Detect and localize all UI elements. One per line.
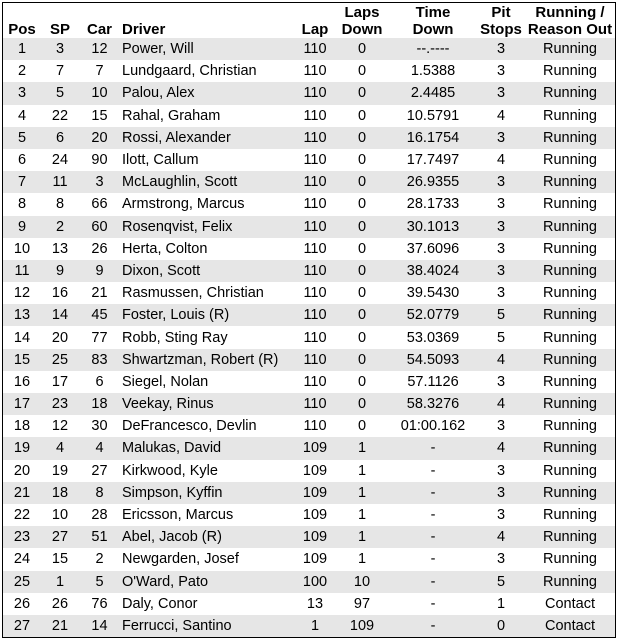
cell-status: Running [525,38,615,60]
cell-pit-stops: 3 [496,551,506,568]
cell-status: Running [542,507,597,524]
cell-time-down: - [430,551,436,568]
table-row [3,216,615,238]
cell-sp: 20 [51,329,69,346]
cell-driver: Power, Will [120,38,295,60]
cell-status: Running [542,462,597,479]
cell-status: Running [525,349,615,371]
cell-driver: Foster, Louis (R) [120,304,295,326]
cell-time-down: --.---- [389,38,477,60]
cell-lap: 100 [295,571,335,593]
cell-time-down: 37.6096 [406,240,460,257]
cell-driver: Palou, Alex [120,82,295,104]
cell-lap: 110 [303,285,327,302]
cell-status: Running [525,216,615,238]
cell-status: Running [542,551,597,568]
cell-time-down: 52.0779 [389,304,477,326]
table-row [3,349,615,371]
cell-laps-down: 1 [335,437,389,459]
cell-pos: 23 [3,526,41,548]
cell-laps-down: 0 [357,152,367,169]
cell-sp: 10 [51,507,69,524]
cell-sp: 5 [41,82,79,104]
cell-driver: Siegel, Nolan [122,373,209,390]
table-row [3,60,615,82]
table-row [3,504,615,526]
cell-laps-down: 0 [335,349,389,371]
cell-status: Running [525,571,615,593]
cell-driver: Ericsson, Marcus [122,507,234,524]
table-row [3,238,615,260]
cell-time-down: 28.1733 [406,196,460,213]
cell-laps-down: 0 [357,63,367,80]
cell-status: Running [525,304,615,326]
cell-pit-stops: 3 [496,507,506,524]
cell-car: 12 [79,38,120,60]
cell-driver: Rasmussen, Christian [122,285,264,302]
cell-pos: 22 [13,507,31,524]
cell-time-down: 57.1126 [407,373,459,390]
cell-car: 9 [79,260,120,282]
table-row [3,171,615,193]
cell-lap: 110 [295,216,335,238]
cell-lap: 109 [295,526,335,548]
cell-laps-down: 0 [357,373,367,390]
cell-pos: 3 [3,82,41,104]
cell-driver: Malukas, David [120,437,295,459]
cell-status: Running [542,285,597,302]
header-driver: Driver [122,21,166,38]
cell-pit-stops: 3 [496,240,506,257]
cell-sp: 23 [41,393,79,415]
header-pit-stops: Pit Stops [480,4,522,38]
cell-time-down: - [389,526,477,548]
cell-laps-down: 0 [335,127,389,149]
table-row [3,548,615,570]
cell-time-down: - [430,462,436,479]
cell-pit-stops: 4 [477,393,525,415]
cell-laps-down: 0 [335,260,389,282]
cell-sp: 3 [41,38,79,60]
cell-pit-stops: 4 [477,349,525,371]
cell-laps-down: 0 [335,171,389,193]
cell-lap: 110 [295,349,335,371]
table-row [3,304,615,326]
cell-pit-stops: 3 [477,171,525,193]
cell-sp: 9 [41,260,79,282]
cell-car: 4 [79,437,120,459]
cell-pos: 21 [3,482,41,504]
cell-lap: 13 [306,595,324,612]
cell-car: 51 [79,526,120,548]
cell-time-down: 10.5791 [406,107,460,124]
cell-car: 66 [91,196,108,213]
cell-pos: 1 [3,38,41,60]
cell-status: Running [525,127,615,149]
cell-laps-down: 0 [357,196,367,213]
cell-driver: Kirkwood, Kyle [122,462,218,479]
cell-time-down: 1.5388 [410,63,456,80]
table-row [3,393,615,415]
cell-pit-stops: 4 [496,152,506,169]
table-row [3,105,615,127]
cell-lap: 109 [302,507,328,524]
cell-car: 90 [91,152,108,169]
cell-driver: Ferrucci, Santino [120,615,295,637]
cell-driver: Abel, Jacob (R) [120,526,295,548]
cell-time-down: 39.5430 [406,285,460,302]
cell-status: Running [525,260,615,282]
cell-sp: 13 [51,240,69,257]
cell-driver: Herta, Colton [122,240,208,257]
table-row [3,482,615,504]
cell-driver: Ilott, Callum [122,152,199,169]
cell-car: 14 [79,615,120,637]
cell-pit-stops: 3 [496,418,506,435]
cell-status: Running [542,196,597,213]
cell-sp: 4 [41,437,79,459]
cell-sp: 16 [51,285,69,302]
cell-pit-stops: 5 [496,329,506,346]
cell-sp: 7 [55,63,65,80]
cell-pos: 6 [17,152,27,169]
cell-time-down: 53.0369 [406,329,460,346]
cell-pos: 10 [13,240,31,257]
cell-pit-stops: 3 [477,216,525,238]
cell-lap: 110 [303,373,327,390]
cell-laps-down: 0 [357,285,367,302]
cell-driver: Robb, Sting Ray [122,329,228,346]
cell-driver: McLaughlin, Scott [120,171,295,193]
cell-pos: 19 [3,437,41,459]
cell-time-down: 54.5093 [389,349,477,371]
cell-pit-stops: 4 [477,526,525,548]
cell-laps-down: 1 [335,526,389,548]
cell-car: 7 [95,63,104,80]
cell-pos: 17 [3,393,41,415]
cell-pit-stops: 3 [477,482,525,504]
cell-driver: Shwartzman, Robert (R) [120,349,295,371]
cell-pit-stops: 3 [496,285,506,302]
cell-car: 3 [79,171,120,193]
cell-status: Running [542,418,597,435]
header-lap: Lap [301,21,329,38]
cell-pit-stops: 3 [496,196,506,213]
cell-status: Contact [525,615,615,637]
cell-lap: 110 [303,152,327,169]
cell-car: 8 [79,482,120,504]
cell-pit-stops: 3 [496,63,506,80]
cell-sp: 22 [51,107,69,124]
cell-sp: 2 [41,216,79,238]
cell-sp: 19 [51,462,69,479]
cell-pit-stops: 5 [477,571,525,593]
cell-pit-stops: 3 [477,82,525,104]
table-row [3,437,615,459]
cell-pos: 8 [17,196,27,213]
cell-laps-down: 0 [335,304,389,326]
cell-pit-stops: 1 [496,595,506,612]
cell-time-down: 58.3276 [389,393,477,415]
cell-laps-down: 1 [357,507,367,524]
cell-pit-stops: 5 [477,304,525,326]
cell-car: 45 [79,304,120,326]
cell-lap: 110 [295,260,335,282]
cell-lap: 110 [295,393,335,415]
cell-car: 77 [91,329,108,346]
table-row [3,149,615,171]
cell-lap: 109 [295,437,335,459]
cell-pos: 24 [13,551,31,568]
cell-status: Running [525,526,615,548]
cell-lap: 110 [303,107,327,124]
cell-pos: 15 [3,349,41,371]
cell-sp: 1 [41,571,79,593]
cell-time-down: - [389,437,477,459]
cell-car: 20 [79,127,120,149]
cell-pos: 13 [3,304,41,326]
cell-pos: 2 [17,63,27,80]
cell-lap: 110 [303,240,327,257]
cell-car: 15 [91,107,108,124]
cell-car: 26 [91,240,108,257]
cell-laps-down: 0 [357,418,367,435]
cell-time-down: 30.1013 [389,216,477,238]
cell-sp: 6 [41,127,79,149]
cell-sp: 25 [41,349,79,371]
cell-sp: 11 [41,171,79,193]
cell-laps-down: 97 [353,595,371,612]
cell-status: Running [542,63,597,80]
cell-laps-down: 0 [335,38,389,60]
cell-pit-stops: 4 [477,437,525,459]
race-results-table [3,3,615,637]
cell-laps-down: 0 [335,393,389,415]
cell-sp: 21 [41,615,79,637]
cell-pit-stops: 0 [477,615,525,637]
cell-time-down: - [430,507,436,524]
cell-status: Running [525,437,615,459]
cell-pit-stops: 4 [496,107,506,124]
cell-driver: Armstrong, Marcus [122,196,245,213]
cell-pos: 7 [3,171,41,193]
table-row [3,526,615,548]
cell-driver: Rahal, Graham [122,107,221,124]
cell-laps-down: 1 [357,462,367,479]
cell-sp: 15 [51,551,69,568]
cell-laps-down: 0 [335,216,389,238]
cell-car: 30 [91,418,108,435]
cell-pit-stops: 3 [496,373,506,390]
cell-time-down: - [430,595,436,612]
cell-driver: Dixon, Scott [120,260,295,282]
cell-time-down: 17.7497 [406,152,460,169]
cell-sp: 24 [51,152,69,169]
table-row [3,371,615,393]
cell-pos: 9 [3,216,41,238]
cell-lap: 110 [295,38,335,60]
cell-lap: 110 [295,127,335,149]
cell-laps-down: 109 [335,615,389,637]
cell-pos: 20 [13,462,31,479]
cell-sp: 14 [41,304,79,326]
cell-laps-down: 0 [357,107,367,124]
cell-driver: Lundgaard, Christian [122,63,257,80]
table-row [3,38,615,60]
cell-pos: 14 [13,329,31,346]
cell-pos: 16 [13,373,31,390]
header-laps-down: Laps Down [341,4,383,38]
cell-sp: 18 [41,482,79,504]
cell-lap: 110 [295,304,335,326]
header-pos: Pos [8,21,36,38]
cell-laps-down: 1 [357,551,367,568]
cell-time-down: - [389,482,477,504]
cell-pos: 5 [3,127,41,149]
cell-driver: DeFrancesco, Devlin [122,418,257,435]
cell-driver: Rosenqvist, Felix [120,216,295,238]
cell-pos: 18 [13,418,31,435]
cell-car: 6 [95,373,104,390]
cell-time-down: 2.4485 [389,82,477,104]
cell-pos: 11 [3,260,41,282]
cell-lap: 110 [303,196,327,213]
cell-pit-stops: 3 [477,260,525,282]
cell-lap: 1 [295,615,335,637]
cell-car: 27 [91,462,108,479]
table-row [3,326,615,348]
cell-status: Contact [545,595,595,612]
cell-car: 5 [79,571,120,593]
cell-laps-down: 0 [335,82,389,104]
cell-pit-stops: 3 [496,462,506,479]
cell-car: 2 [95,551,104,568]
table-row [3,415,615,437]
cell-lap: 110 [303,418,327,435]
cell-lap: 109 [302,551,328,568]
cell-pos: 4 [17,107,27,124]
cell-driver: Rossi, Alexander [120,127,295,149]
cell-status: Running [525,393,615,415]
cell-sp: 12 [51,418,69,435]
cell-status: Running [542,152,597,169]
cell-sp: 8 [55,196,65,213]
cell-time-down: - [389,615,477,637]
cell-laps-down: 0 [357,329,367,346]
cell-status: Running [525,482,615,504]
cell-sp: 17 [51,373,69,390]
cell-driver: Newgarden, Josef [122,551,239,568]
cell-car: 76 [91,595,108,612]
cell-pos: 12 [13,285,31,302]
cell-car: 10 [79,82,120,104]
table-row [3,127,615,149]
table-row [3,571,615,593]
cell-laps-down: 0 [357,240,367,257]
cell-time-down: 38.4024 [389,260,477,282]
cell-car: 21 [91,285,108,302]
cell-status: Running [542,240,597,257]
table-row [3,615,615,637]
cell-status: Running [542,107,597,124]
header-time-down: Time Down [412,4,454,38]
cell-car: 18 [79,393,120,415]
cell-sp: 27 [41,526,79,548]
cell-status: Running [525,171,615,193]
results-table-frame [2,2,616,638]
table-row [3,82,615,104]
table-row [3,460,615,482]
cell-car: 83 [79,349,120,371]
cell-pit-stops: 3 [477,38,525,60]
table-row [3,193,615,215]
header-sp: SP [49,21,70,38]
cell-lap: 110 [295,82,335,104]
cell-pos: 26 [13,595,31,612]
header-row [3,3,615,38]
cell-time-down: 16.1754 [389,127,477,149]
cell-driver: Veekay, Rinus [120,393,295,415]
cell-status: Running [542,373,597,390]
cell-car: 28 [91,507,108,524]
table-row [3,282,615,304]
cell-laps-down: 10 [335,571,389,593]
header-car: Car [86,21,112,38]
cell-time-down: 01:00.162 [400,418,466,435]
cell-lap: 109 [295,482,335,504]
cell-driver: O'Ward, Pato [120,571,295,593]
cell-car: 60 [79,216,120,238]
cell-laps-down: 1 [335,482,389,504]
cell-time-down: 26.9355 [389,171,477,193]
header-status: Running / Reason Out [527,4,613,38]
table-row [3,593,615,615]
cell-lap: 110 [303,329,327,346]
cell-lap: 110 [295,171,335,193]
cell-lap: 110 [303,63,327,80]
cell-driver: Daly, Conor [122,595,198,612]
cell-status: Running [525,82,615,104]
cell-pit-stops: 3 [477,127,525,149]
cell-pos: 27 [3,615,41,637]
cell-driver: Simpson, Kyffin [120,482,295,504]
table-row [3,260,615,282]
cell-time-down: - [389,571,477,593]
cell-status: Running [542,329,597,346]
cell-pos: 25 [3,571,41,593]
cell-sp: 26 [51,595,69,612]
cell-lap: 109 [302,462,328,479]
